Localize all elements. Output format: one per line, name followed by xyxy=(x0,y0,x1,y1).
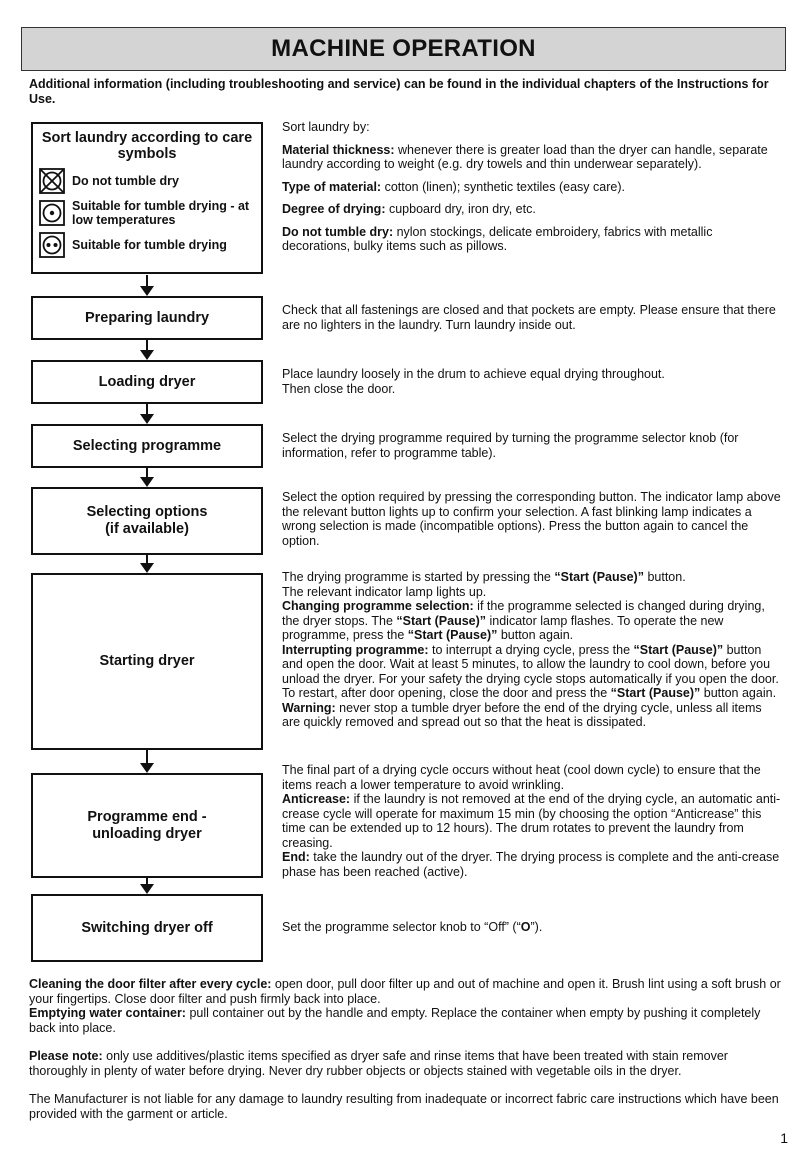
step-switching-off xyxy=(31,894,263,962)
desc-selecting-options: Select the option required by pressing the corresponding button. The indicator lamp above the relevant button lights up to confirm your selection. A fast blinking lamp indicates a wrong selection is made (incompatible options). Press the button again to cancel the option. xyxy=(282,490,781,548)
step-loading-dryer xyxy=(31,360,263,404)
desc-selecting-programme: Select the drying programme required by turning the programme selector knob (for information, refer to programme table). xyxy=(282,431,739,460)
step-label: Starting dryer xyxy=(99,653,195,669)
desc-paragraph: Type of material: cotton (linen); synthetic textiles (easy care). xyxy=(282,179,625,194)
care-symbols-box xyxy=(31,122,263,274)
note-door-filter: Cleaning the door filter after every cycle: open door, pull door filter up and out of machine and open it. Brush lint using a soft brush or your fingertips. Close door filter and push firmly back into place. xyxy=(29,977,781,1006)
arrow-down-icon xyxy=(139,340,155,360)
step-label: Loading dryer xyxy=(98,373,196,390)
step-label: Switching dryer off xyxy=(81,919,213,936)
tumble-dry-low-icon xyxy=(38,199,66,227)
desc-lead: Sort laundry by: xyxy=(282,120,370,134)
step-selecting-programme xyxy=(31,424,263,468)
note-water-container: Emptying water container: pull container out by the handle and empty. Replace the container when empty by pushing it completely back into place. xyxy=(29,1006,761,1035)
arrow-down-icon xyxy=(139,878,155,894)
page-number: 1 xyxy=(780,1130,788,1146)
desc-programme-end: The final part of a drying cycle occurs without heat (cool down cycle) to ensure that the items reach a lower temperature to avoid wrinkling. Anticrease: if the laundry is not removed at the end of the drying cycle, an automatic anti-crease cycle will operate for maximum 15 min (by choosing the option “Anticrease” this time can be extended up to 12 hours). The drum rotates to prevent the laundry from creasing. End: take the laundry out of the dryer. The drying process is complete and the anti-crease phase has been reached (active). xyxy=(282,763,781,879)
step-label: unloading dryer xyxy=(92,825,202,842)
desc-paragraph: Degree of drying: cupboard dry, iron dry, etc. xyxy=(282,202,536,216)
step-label: Selecting programme xyxy=(72,437,222,454)
step-selecting-options xyxy=(31,487,263,555)
care-row-tumble-normal xyxy=(38,231,256,259)
desc-paragraph: Do not tumble dry: nylon stockings, delicate embroidery, fabrics with metallic decorations, bulky items such as pillows. xyxy=(282,224,713,253)
step-label: (if available) xyxy=(105,521,189,537)
desc-sort-laundry xyxy=(282,120,782,262)
care-label-tumble-low: Suitable for tumble drying - at low temperatures xyxy=(72,199,250,227)
page-title: MACHINE OPERATION xyxy=(271,35,536,62)
desc-preparing: Check that all fastenings are closed and that pockets are empty. Please ensure that there are no lighters in the laundry. Turn laundry inside out. xyxy=(282,303,776,332)
step-label: Programme end - xyxy=(87,808,207,825)
care-row-do-not-tumble xyxy=(38,167,256,195)
desc-loading: Place laundry loosely in the drum to achieve equal drying throughout. Then close the door. xyxy=(282,367,665,396)
arrow-down-icon xyxy=(139,750,155,773)
desc-paragraph: Material thickness: whenever there is greater load than the dryer can handle, separate laundry according to weight (e.g. dry towels and thin underwear separately). xyxy=(282,142,768,171)
care-label-tumble-normal: Suitable for tumble drying xyxy=(72,238,227,252)
care-symbols-title: Sort laundry according to care symbols xyxy=(41,130,253,162)
intro-text: Additional information (including troubleshooting and service) can be found in the individual chapters of the Instructions for Use. xyxy=(29,77,769,106)
step-label: Selecting options xyxy=(86,504,208,520)
do-not-tumble-dry-icon xyxy=(38,167,66,195)
title-bar xyxy=(21,27,786,71)
note-please-note: Please note: only use additives/plastic items specified as dryer safe and rinse items that have been treated with stain remover thoroughly in plenty of water before drying. Never dry rubber objects or objects stained with vegetable oils in the dryer. xyxy=(29,1049,728,1078)
arrow-down-icon xyxy=(139,275,155,296)
step-preparing-laundry xyxy=(31,296,263,340)
footer-notes xyxy=(29,977,784,1135)
arrow-down-icon xyxy=(139,404,155,424)
care-row-tumble-low xyxy=(38,199,256,227)
step-programme-end xyxy=(31,773,263,878)
desc-starting-dryer: The drying programme is started by pressing the “Start (Pause)” button. The relevant indicator lamp lights up. Changing programme selection: if the programme selected is changed during drying, the dryer stops. The “Start (Pause)” indicator lamp flashes. To operate the new programme, press the “Start (Pause)” button again. Interrupting programme: to interrupt a drying cycle, press the “Start (Pause)” button and open the door. Wait at least 5 minutes, to allow the laundry to cool down, before you unload the dryer. For your safety the drying cycle stops automatically if you open the door. To restart, after door opening, close the door and press the “Start (Pause)” button again. Warning: never stop a tumble dryer before the end of the drying cycle, unless all items are quickly removed and spread out so that the heat is dissipated. xyxy=(282,570,779,729)
arrow-down-icon xyxy=(139,468,155,487)
tumble-dry-normal-icon xyxy=(38,231,66,259)
desc-switching-off: Set the programme selector knob to “Off” (“O”). xyxy=(282,920,543,934)
step-label: Preparing laundry xyxy=(84,309,210,326)
step-starting-dryer xyxy=(31,573,263,750)
care-label-do-not-tumble: Do not tumble dry xyxy=(72,174,179,188)
note-manufacturer: The Manufacturer is not liable for any damage to laundry resulting from inadequate or incorrect fabric care instructions which have been provided with the garment or article. xyxy=(29,1092,779,1121)
arrow-down-icon xyxy=(139,555,155,573)
